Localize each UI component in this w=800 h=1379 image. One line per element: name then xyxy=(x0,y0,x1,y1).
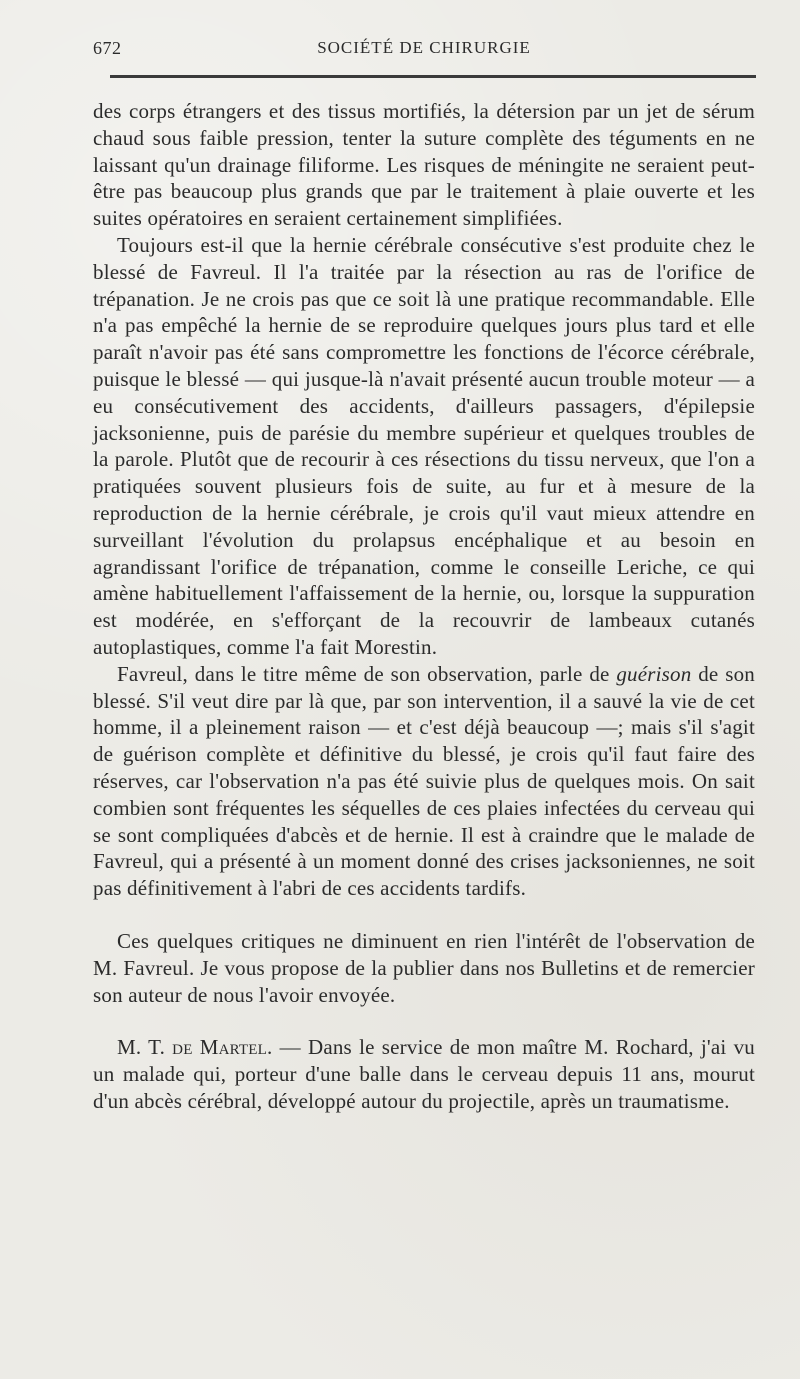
paragraph-favreul-after: de son blessé. S'il veut dire par là que, par son intervention, il a sauvé la vie de cet homme, il a pleinement raison — et c'est déjà beaucoup —; mais s'il s'agit de guérison complète et définitive du blessé, je crois qu'il faut faire des réserves, car l'observation n'a pas été suivie plus de quelques mois. On sait combien sont fréquentes les séquelles de ces plaies infectées du cerveau qui se sont compliquées d'abcès et de hernie. Il est à craindre que le malade de Favreul, qui a présenté à un moment donné des crises jacksoniennes, ne soit pas définitivement à l'abri de ces accidents tardifs. xyxy=(93,661,755,901)
speaker-name: M. T. de Martel. xyxy=(117,1035,273,1060)
paragraph-hernie: Toujours est-il que la hernie cérébrale consécutive s'est produite chez le blessé de Favreul. Il l'a traitée par la résection au ras de l'orifice de trépanation. Je ne crois pas que ce soit là une pratique recommandable. Elle n'a pas empêché la hernie de se reproduire quelques jours plus tard et elle paraît n'avoir pas été sans compromettre les fonctions de l'écorce cérébrale, puisque le blessé — qui jusque-là n'avait présenté aucun trouble moteur — a eu consécutivement des accidents, d'ailleurs passagers, d'épilepsie jacksonienne, puis de parésie du membre supérieur et quelques troubles de la parole. Plutôt que de recourir à ces résections du tissu nerveux, que l'on a pratiquées souvent plusieurs fois de suite, au fur et à mesure de la reproduction de la hernie cérébrale, je crois qu'il vaut mieux attendre en surveillant l'évolution du prolapsus encéphalique et au besoin en agrandissant l'orifice de trépanation, comme le conseille Leriche, ce qui amène habituellement l'affaissement de la hernie, ou, lorsque la suppuration est modérée, en s'efforçant de la recouvrir de lambeaux cutanés autoplastiques, comme l'a fait Morestin. xyxy=(93,232,755,659)
page-number: 672 xyxy=(93,38,122,58)
paragraph-favreul-before: Favreul, dans le titre même de son observation, parle de xyxy=(117,661,617,686)
italic-guerison: guérison xyxy=(616,661,692,686)
paragraph-continuation: des corps étrangers et des tissus mortifiés, la détersion par un jet de sérum chaud sous faible pression, tenter la suture complète des téguments en ne laissant qu'un drainage filiforme. Les risques de méningite ne seraient peut-être pas beaucoup plus grands que par le traitement à plaie ouverte et les suites opératoires en seraient certainement simplifiées. xyxy=(93,99,755,231)
page-header xyxy=(93,38,755,62)
paragraph-de-martel-text: — Dans le service de mon maître M. Rochard, j'ai vu un malade qui, porteur d'une balle dans le cerveau depuis 11 ans, mourut d'un abcès cérébral, développé autour du projectile, après un traumatisme. xyxy=(93,1035,755,1113)
header-rule xyxy=(110,75,756,78)
paragraph-critiques: Ces quelques critiques ne diminuent en rien l'intérêt de l'observation de M. Favreul. Je vous propose de la publier dans nos Bulletins et de remercier son auteur de nous l'avoir envoyée. xyxy=(93,928,755,1007)
paragraph-favreul xyxy=(93,661,755,902)
body-text xyxy=(93,98,755,1115)
paragraph-de-martel xyxy=(93,1034,755,1114)
running-title: SOCIÉTÉ DE CHIRURGIE xyxy=(317,38,531,57)
